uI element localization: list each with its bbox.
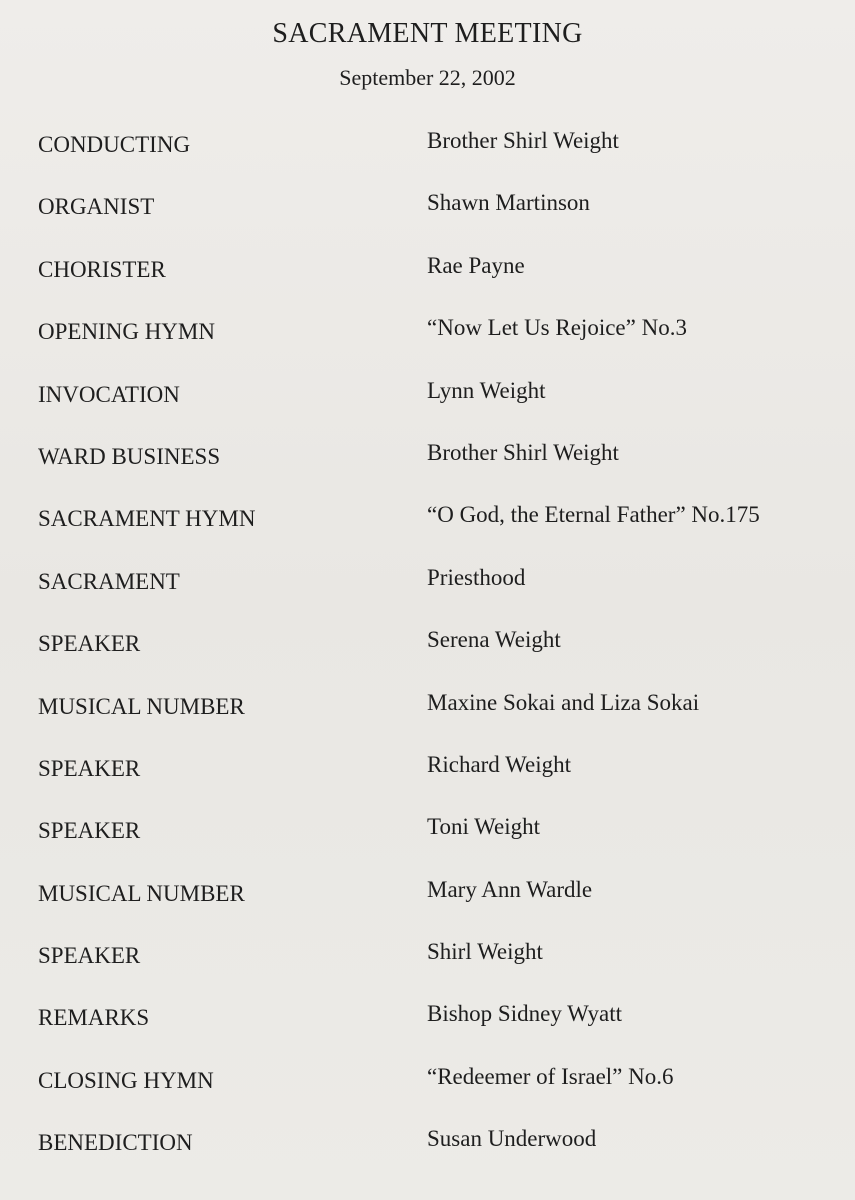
program-row bbox=[0, 301, 855, 363]
program-role: CONDUCTING bbox=[38, 132, 191, 157]
program-role: REMARKS bbox=[38, 1005, 150, 1031]
program-name: Susan Underwood bbox=[427, 1126, 597, 1152]
program-name: Bishop Sidney Wyatt bbox=[427, 1001, 622, 1027]
program-row bbox=[0, 676, 855, 738]
meeting-date: September 22, 2002 bbox=[339, 65, 516, 90]
program-name: Brother Shirl Weight bbox=[427, 439, 619, 465]
program-role: BENEDICTION bbox=[38, 1130, 193, 1156]
program-role: OPENING HYMN bbox=[38, 319, 215, 345]
program-name: Priesthood bbox=[427, 564, 526, 590]
program-name: Shawn Martinson bbox=[427, 190, 590, 216]
program-role: CHORISTER bbox=[38, 256, 166, 282]
program-name: Maxine Sokai and Liza Sokai bbox=[427, 689, 700, 715]
program-role: SPEAKER bbox=[38, 818, 141, 844]
program-role: SPEAKER bbox=[38, 631, 141, 657]
program-row bbox=[0, 551, 855, 613]
program-name: Serena Weight bbox=[427, 627, 561, 653]
program-role: SPEAKER bbox=[38, 943, 141, 969]
program-name: Rae Payne bbox=[427, 252, 525, 278]
program-row bbox=[0, 738, 855, 800]
program-row bbox=[0, 925, 855, 987]
program-name: Lynn Weight bbox=[427, 377, 546, 403]
program-row bbox=[0, 239, 855, 301]
program-role: SACRAMENT bbox=[38, 568, 180, 594]
program-row bbox=[0, 1050, 855, 1112]
program-role: CLOSING HYMN bbox=[38, 1067, 214, 1093]
program-row bbox=[0, 800, 855, 862]
program-row bbox=[0, 364, 855, 426]
program-list bbox=[0, 114, 855, 1175]
program-role: WARD BUSINESS bbox=[38, 443, 221, 469]
program-role: MUSICAL NUMBER bbox=[38, 693, 245, 719]
program-row bbox=[0, 426, 855, 488]
program-row bbox=[0, 613, 855, 675]
program-name: “O God, the Eternal Father” No.175 bbox=[427, 502, 760, 528]
program-name: Richard Weight bbox=[427, 751, 571, 777]
program-row bbox=[0, 114, 855, 176]
program-name: “Now Let Us Rejoice” No.3 bbox=[427, 315, 687, 341]
program-name: Shirl Weight bbox=[427, 939, 543, 965]
program-role: MUSICAL NUMBER bbox=[38, 880, 245, 906]
program-role: SACRAMENT HYMN bbox=[38, 506, 256, 532]
program-name: Mary Ann Wardle bbox=[427, 876, 593, 902]
program-row bbox=[0, 987, 855, 1049]
program-name: Toni Weight bbox=[427, 814, 541, 840]
program-role: INVOCATION bbox=[38, 381, 180, 407]
program-row bbox=[0, 488, 855, 550]
program-row bbox=[0, 863, 855, 925]
program-row bbox=[0, 176, 855, 238]
program-role: SPEAKER bbox=[38, 755, 141, 781]
program-row bbox=[0, 1112, 855, 1174]
program-name: “Redeemer of Israel” No.6 bbox=[427, 1063, 674, 1089]
program-name: Brother Shirl Weight bbox=[427, 128, 619, 153]
program-role: ORGANIST bbox=[38, 194, 155, 220]
page-title: SACRAMENT MEETING bbox=[272, 18, 583, 49]
